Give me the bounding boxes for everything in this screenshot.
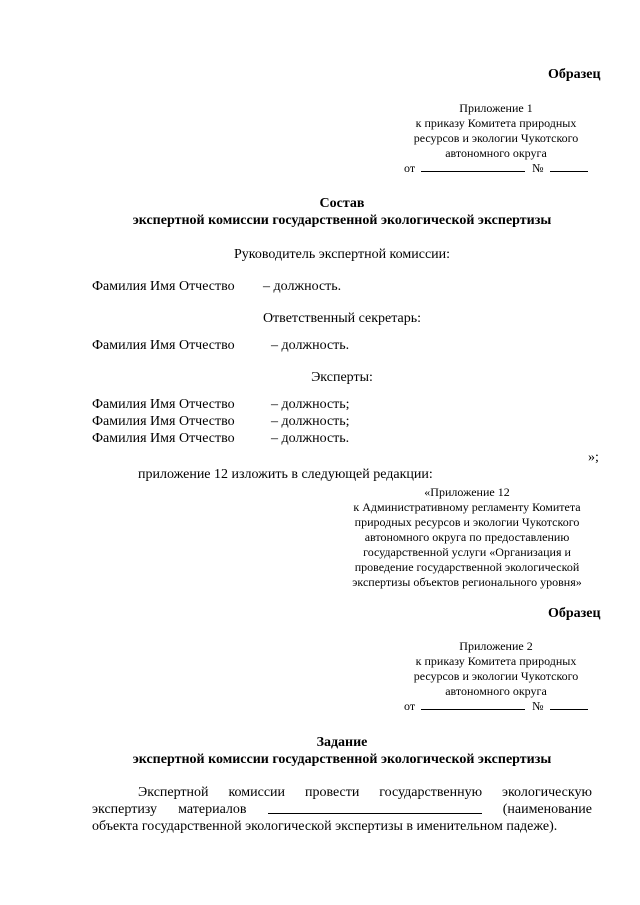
sample-label: Образец <box>548 606 601 621</box>
from-label: от <box>404 161 416 175</box>
appendix-12-line: проведение государственной экологической <box>354 560 580 574</box>
appendix-12-line: к Административному регламенту Комитета <box>353 500 581 514</box>
appendix-2-title: Приложение 2 <box>459 639 533 653</box>
appendix-2-date-row <box>404 699 588 714</box>
secretary-name: Фамилия Имя Отчество <box>92 338 235 353</box>
paragraph-line <box>92 784 592 801</box>
expert-position: – должность; <box>271 414 350 429</box>
paragraph-word: Экспертной <box>138 785 209 800</box>
appendix-2-line: ресурсов и экологии Чукотского <box>413 669 579 683</box>
from-label: от <box>404 699 416 713</box>
paragraph-word: материалов <box>178 802 247 817</box>
number-blank <box>550 699 588 710</box>
object-name-blank <box>268 801 482 814</box>
appendix-2-line: к приказу Комитета природных <box>415 654 577 668</box>
head-name: Фамилия Имя Отчество <box>92 279 235 294</box>
number-blank <box>550 161 588 172</box>
number-label: № <box>532 161 544 175</box>
amendment-text: приложение 12 изложить в следующей редакции: <box>138 467 433 482</box>
paragraph-line <box>92 818 592 835</box>
date-blank <box>421 699 525 710</box>
expert-position: – должность; <box>271 397 350 412</box>
appendix-12-line: автономного округа по предоставлению <box>364 530 570 544</box>
closing-quote: »; <box>588 450 599 465</box>
experts-heading: Эксперты: <box>311 370 373 385</box>
appendix-1-date-row <box>404 161 588 176</box>
appendix-2-line: автономного округа <box>445 684 547 698</box>
paragraph-word: экологическую <box>501 785 592 800</box>
head-position: – должность. <box>263 279 342 294</box>
secretary-heading: Ответственный секретарь: <box>262 311 422 326</box>
appendix-1-block <box>400 101 592 161</box>
sample-label: Образец <box>548 67 601 82</box>
appendix-1-line: автономного округа <box>445 146 547 160</box>
appendix-12-block <box>336 485 598 590</box>
appendix-1-line: ресурсов и экологии Чукотского <box>413 131 579 145</box>
appendix-12-line: экспертизы объектов регионального уровня» <box>352 575 582 589</box>
expert-name: Фамилия Имя Отчество <box>92 414 235 429</box>
expert-name: Фамилия Имя Отчество <box>92 397 235 412</box>
paragraph-word: государственную <box>379 785 483 800</box>
appendix-1-line: к приказу Комитета природных <box>415 116 577 130</box>
expert-name: Фамилия Имя Отчество <box>92 431 235 446</box>
appendix-12-line: природных ресурсов и экологии Чукотского <box>354 515 580 529</box>
paragraph-word: провести <box>304 785 360 800</box>
secretary-position: – должность. <box>271 338 350 353</box>
appendix-12-line: государственной услуги «Организация и <box>363 545 571 559</box>
paragraph-word: комиссии <box>228 785 286 800</box>
expert-position: – должность. <box>271 431 350 446</box>
appendix-1-title: Приложение 1 <box>459 101 533 115</box>
task-paragraph <box>92 784 592 835</box>
task-subtitle: экспертной комиссии государственной экологической экспертизы <box>132 752 552 767</box>
date-blank <box>421 161 525 172</box>
number-label: № <box>532 699 544 713</box>
appendix-2-block <box>400 639 592 699</box>
composition-title: Состав <box>319 196 365 211</box>
task-title: Задание <box>316 735 368 750</box>
composition-subtitle: экспертной комиссии государственной экологической экспертизы <box>132 213 552 228</box>
paragraph-line <box>92 801 592 818</box>
paragraph-text: объекта государственной экологической экспертизы в именительном падеже). <box>92 819 558 834</box>
paragraph-word: (наименование <box>502 802 592 817</box>
paragraph-word: экспертизу <box>92 802 158 817</box>
appendix-12-title: «Приложение 12 <box>424 485 510 499</box>
head-heading: Руководитель экспертной комиссии: <box>233 247 451 262</box>
